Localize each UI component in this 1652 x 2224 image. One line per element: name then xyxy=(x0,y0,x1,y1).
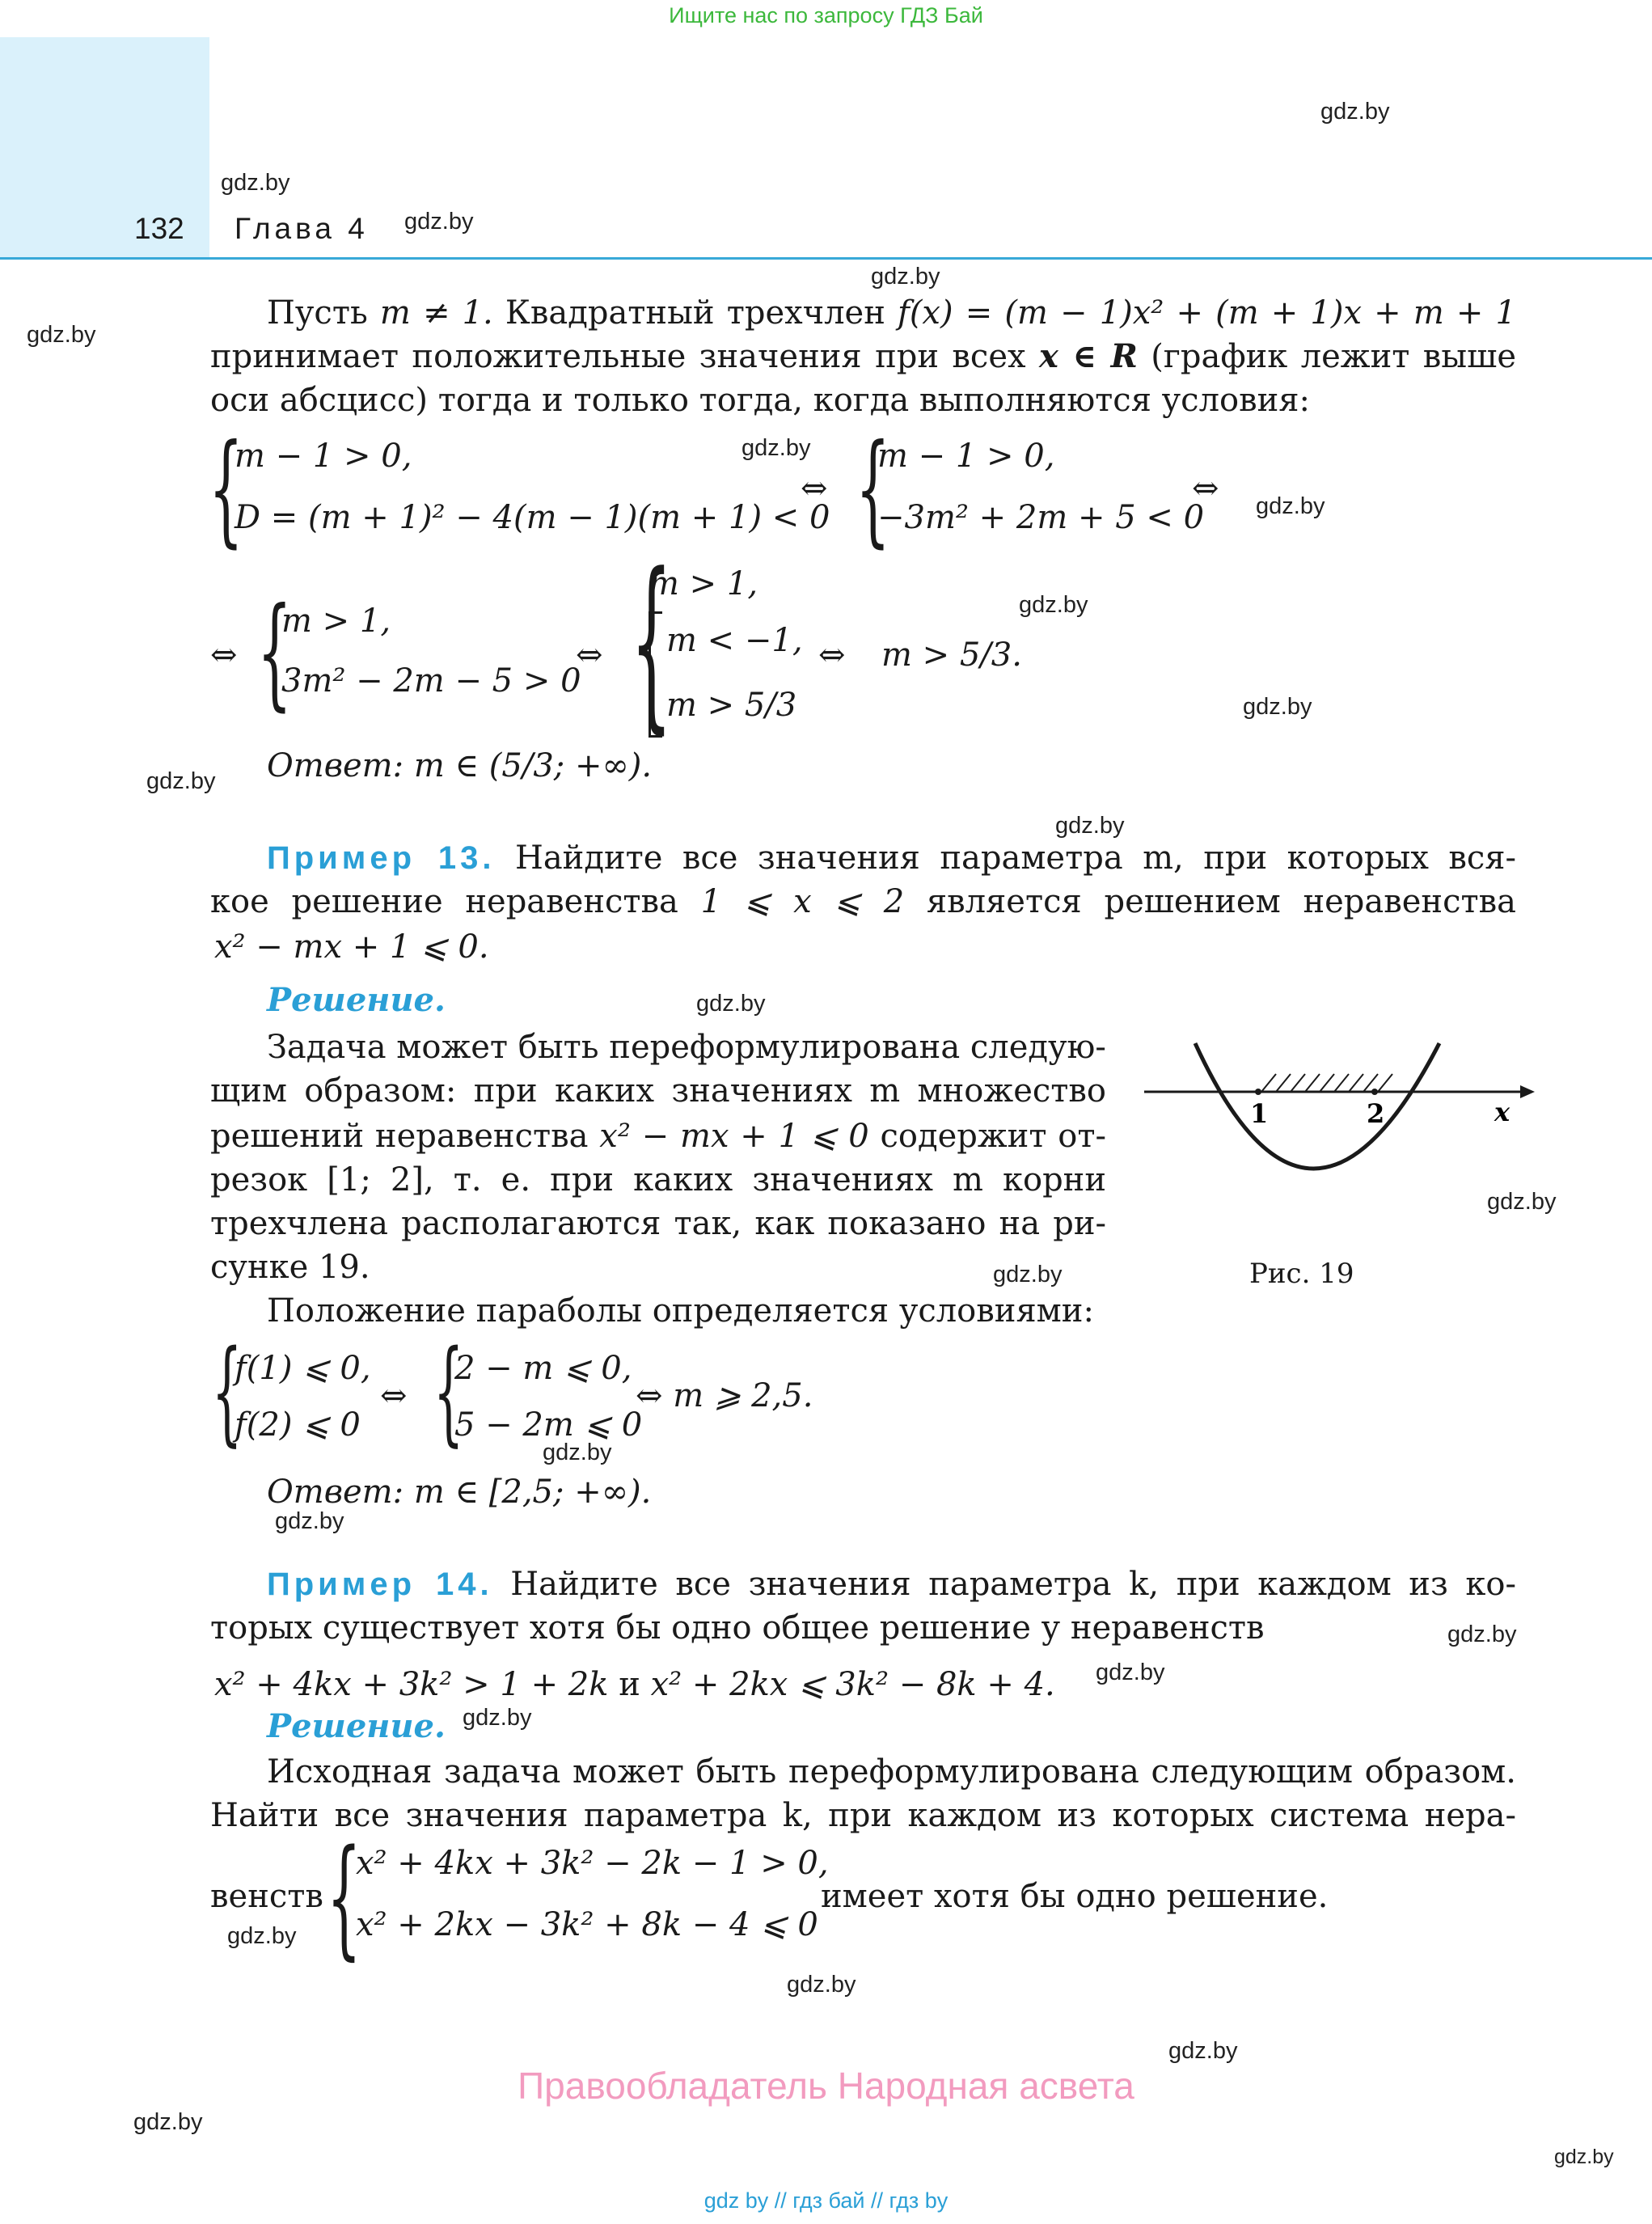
solution13-line-1: Задача может быть переформулирована следую- xyxy=(267,1029,1106,1066)
solution-label: Решение. xyxy=(267,981,446,1019)
watermark: gdz.by xyxy=(404,209,474,235)
brace-icon: { xyxy=(327,1821,361,1972)
solution13-line-7: Положение параболы определяется условиями: xyxy=(267,1292,1094,1330)
solution14-line-3b: имеет хотя бы одно решение. xyxy=(821,1878,1329,1915)
system2-line-1: m > 1, xyxy=(281,603,391,640)
equivalence-symbol: ⇔ xyxy=(818,636,846,674)
brace-icon: { xyxy=(212,1326,243,1458)
watermark: gdz.by xyxy=(1487,1189,1557,1215)
solution13-line-3: решений неравенства x² − mx + 1 ⩽ 0 содержит от- xyxy=(210,1118,1106,1155)
example14-line-2: торых существует хотя бы одно общее решение у неравенств xyxy=(210,1609,1265,1647)
watermark: gdz.by xyxy=(463,1705,532,1731)
system3b-line-2: 5 − 2m ⩽ 0 xyxy=(454,1406,643,1444)
equivalence-symbol: ⇔ xyxy=(576,636,603,674)
example14-line-1: Пример 14. Найдите все значения параметра k, при каждом из ко- xyxy=(267,1566,1516,1603)
watermark: gdz.by xyxy=(146,768,216,794)
watermark: gdz.by xyxy=(275,1508,344,1534)
tick-label-2: 2 xyxy=(1367,1098,1385,1129)
equivalence-symbol: ⇔ xyxy=(210,636,238,674)
system2b-line-1: m > 1, xyxy=(649,565,758,603)
watermark: gdz.by xyxy=(227,1923,297,1949)
solution13-line-4: резок [1; 2], т. е. при каких значениях m корни xyxy=(210,1161,1106,1199)
example14-line-3: x² + 4kx + 3k² > 1 + 2k и x² + 2kx ⩽ 3k² − 8k + 4. xyxy=(214,1666,1055,1703)
system2-line-2: 3m² − 2m − 5 > 0 xyxy=(281,662,581,700)
watermark: gdz.by xyxy=(543,1440,612,1465)
answer-2: Ответ: m ∈ [2,5; +∞). xyxy=(267,1474,652,1511)
system1b-line-2: −3m² + 2m + 5 < 0 xyxy=(877,499,1205,536)
solution14-line-3a: венств xyxy=(210,1878,323,1915)
watermark: gdz.by xyxy=(1019,592,1088,618)
system2b-line-2: m < −1, xyxy=(666,622,803,659)
tick-label-1: 1 xyxy=(1250,1098,1269,1129)
footer-links: gdz by // гдз бай // гдз by xyxy=(703,2188,949,2213)
watermark: gdz.by xyxy=(1447,1621,1517,1647)
system3-result: ⇔ m ⩾ 2,5. xyxy=(636,1377,813,1414)
system2-result: m > 5/3. xyxy=(881,636,1022,674)
header-divider xyxy=(0,257,1652,260)
intro-line-1: Пусть m ≠ 1. Квадратный трехчлен f(x) = (m − 1)x² + (m + 1)x + m + 1 xyxy=(267,294,1516,332)
solution14-line-1: Исходная задача может быть переформулирована следующим образом. xyxy=(267,1753,1516,1791)
system3-line-2: f(2) ⩽ 0 xyxy=(234,1406,361,1444)
parabola-curve xyxy=(1195,1043,1439,1169)
system4-line-2: x² + 2kx − 3k² + 8k − 4 ⩽ 0 xyxy=(356,1906,818,1943)
solution13-line-2: щим образом: при каких значениях m множество xyxy=(210,1072,1106,1110)
axis-label-x: x xyxy=(1494,1097,1510,1127)
watermark: gdz.by xyxy=(1168,2038,1238,2064)
watermark: gdz.by xyxy=(787,1972,856,1998)
equivalence-symbol: ⇔ xyxy=(801,470,828,507)
copyright-notice: Правообладатель Народная асвета xyxy=(518,2065,1134,2107)
point-1 xyxy=(1255,1089,1261,1095)
point-2 xyxy=(1371,1089,1378,1095)
system1-line-1: m − 1 > 0, xyxy=(234,438,412,475)
brace-icon: { xyxy=(209,419,243,560)
system1b-line-1: m − 1 > 0, xyxy=(877,438,1055,475)
intro-line-3: оси абсцисс) тогда и только тогда, когда выполняются условия: xyxy=(210,382,1310,419)
watermark: gdz.by xyxy=(696,991,766,1017)
example13-line-2: кое решение неравенства 1 ⩽ x ⩽ 2 является решением неравенства xyxy=(210,883,1516,920)
watermark: gdz.by xyxy=(1320,99,1390,125)
intro-line-2: принимает положительные значения при всех x ∈ R (график лежит выше xyxy=(210,337,1516,375)
solution-label: Решение. xyxy=(267,1707,446,1745)
equivalence-symbol: ⇔ xyxy=(380,1377,408,1414)
bracket-icon xyxy=(649,611,662,738)
page-number: 132 xyxy=(134,212,184,245)
watermark: gdz.by xyxy=(1096,1660,1165,1685)
watermark: gdz.by xyxy=(1554,2146,1614,2168)
chapter-title: Глава 4 xyxy=(234,212,369,245)
watermark: gdz.by xyxy=(221,170,290,196)
example13-line-1: Пример 13. Найдите все значения параметра m, при которых вся- xyxy=(267,839,1516,877)
solution13-line-5: трехчлена располагаются так, как показано на ри- xyxy=(210,1205,1106,1242)
system4-line-1: x² + 4kx + 3k² − 2k − 1 > 0, xyxy=(356,1845,829,1882)
brace-icon: { xyxy=(631,535,673,750)
answer-1: Ответ: m ∈ (5/3; +∞). xyxy=(267,747,653,784)
brace-icon: { xyxy=(856,419,890,560)
watermark: gdz.by xyxy=(871,264,940,290)
brace-icon: { xyxy=(257,582,292,723)
system1-line-2: D = (m + 1)² − 4(m − 1)(m + 1) < 0 xyxy=(234,499,830,536)
watermark: gdz.by xyxy=(27,322,96,348)
watermark: gdz.by xyxy=(1243,694,1312,720)
shaded-segment xyxy=(1261,1074,1392,1092)
axis-arrow-icon xyxy=(1520,1085,1535,1098)
solution14-line-2: Найти все значения параметра k, при каждом из которых система нера- xyxy=(210,1797,1516,1834)
figure-caption: Рис. 19 xyxy=(1249,1258,1354,1290)
system2b-line-3: m > 5/3 xyxy=(666,687,797,724)
brace-icon: { xyxy=(433,1326,464,1458)
watermark: gdz.by xyxy=(993,1262,1063,1287)
top-banner: Ищите нас по запросу ГДЗ Бай xyxy=(669,3,983,27)
example13-line-3: x² − mx + 1 ⩽ 0. xyxy=(214,928,489,966)
watermark: gdz.by xyxy=(133,2109,203,2135)
system3b-line-1: 2 − m ⩽ 0, xyxy=(454,1350,632,1387)
watermark: gdz.by xyxy=(741,435,811,461)
solution13-line-6: сунке 19. xyxy=(210,1249,370,1286)
equivalence-symbol: ⇔ xyxy=(1192,470,1219,507)
system3-line-1: f(1) ⩽ 0, xyxy=(234,1350,371,1387)
watermark: gdz.by xyxy=(1055,813,1125,839)
figure-19-parabola xyxy=(1132,1027,1553,1270)
watermark: gdz.by xyxy=(1256,493,1325,519)
